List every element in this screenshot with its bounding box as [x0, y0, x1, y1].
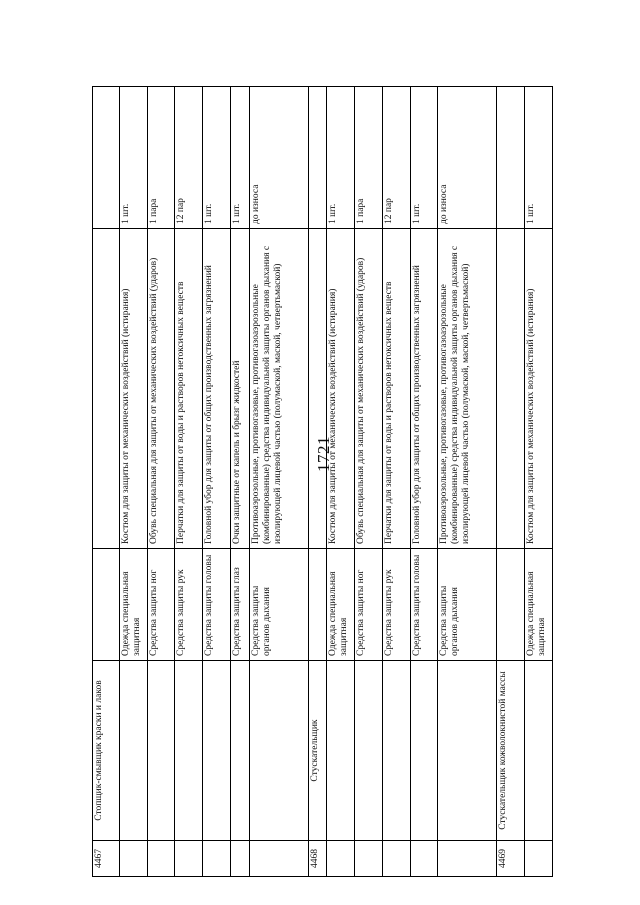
issue-norm: до износа — [438, 87, 497, 229]
table-row — [250, 87, 309, 877]
profession-name — [438, 661, 497, 841]
ppe-type: Одежда специальная защитная — [327, 549, 355, 661]
ppe-type — [93, 549, 120, 661]
ppe-description: Перчатки для защиты от воды и растворов нетоксичных веществ — [175, 229, 203, 549]
ppe-description — [93, 229, 120, 549]
profession-name — [382, 661, 410, 841]
ppe-description — [497, 229, 525, 549]
ppe-type: Средства защиты ног — [147, 549, 175, 661]
ppe-type — [497, 549, 525, 661]
row-number — [382, 841, 410, 877]
row-number — [119, 841, 147, 877]
issue-norm — [497, 87, 525, 229]
table-row — [410, 87, 438, 877]
table-row — [355, 87, 383, 877]
issue-norm: 1 шт. — [203, 87, 231, 229]
issue-norm: до износа — [250, 87, 309, 229]
row-number — [410, 841, 438, 877]
ppe-description: Обувь специальная для защиты от механических воздействий (ударов) — [147, 229, 175, 549]
table-row — [497, 87, 525, 877]
ppe-type — [309, 549, 327, 661]
row-number — [327, 841, 355, 877]
ppe-description: Костюм для защиты от механических воздействий (истирания) — [327, 229, 355, 549]
profession-name — [410, 661, 438, 841]
profession-name: Стопщик-смывщик краски и лаков — [93, 661, 120, 841]
ppe-description: Очки защитные от капель и брызг жидкостей — [230, 229, 249, 549]
row-number — [250, 841, 309, 877]
table-row — [382, 87, 410, 877]
table-row — [203, 87, 231, 877]
table-row — [119, 87, 147, 877]
ppe-description: Костюм для защиты от механических воздействий (истирания) — [119, 229, 147, 549]
row-number — [525, 841, 553, 877]
profession-name: Стускательщик — [309, 661, 327, 841]
row-number — [175, 841, 203, 877]
issue-norm: 1 шт. — [119, 87, 147, 229]
ppe-type: Средства защиты рук — [175, 549, 203, 661]
profession-name — [525, 661, 553, 841]
table-row — [230, 87, 249, 877]
ppe-description: Противоаэрозольные, противогазовые, противогазоаэрозольные (комбинированные) средства индивидуальной защиты органов дыхания с изолирующей лицевой частью (полумаской, маской, четвертьмаской) — [438, 229, 497, 549]
issue-norm: 1 шт. — [327, 87, 355, 229]
profession-name — [119, 661, 147, 841]
ppe-type: Средства защиты органов дыхания — [250, 549, 309, 661]
issue-norm — [309, 87, 327, 229]
issue-norm: 12 пар — [382, 87, 410, 229]
row-number: 4469 — [497, 841, 525, 877]
rotated-table-wrapper — [92, 87, 553, 877]
issue-norm: 1 шт. — [525, 87, 553, 229]
issue-norm: 1 шт. — [230, 87, 249, 229]
profession-name — [230, 661, 249, 841]
ppe-description: Противоаэрозольные, противогазовые, противогазоаэрозольные (комбинированные) средства индивидуальной защиты органов дыхания с изолирующей лицевой частью (полумаской, маской, четвертьмаской) — [250, 229, 309, 549]
profession-name — [203, 661, 231, 841]
row-number: 4468 — [309, 841, 327, 877]
ppe-description — [309, 229, 327, 549]
ppe-norms-table — [92, 86, 553, 877]
table-row — [175, 87, 203, 877]
ppe-type: Средства защиты глаз — [230, 549, 249, 661]
ppe-type: Одежда специальная защитная — [119, 549, 147, 661]
page-number: 1721 — [314, 436, 333, 472]
ppe-type: Одежда специальная защитная — [525, 549, 553, 661]
row-number — [147, 841, 175, 877]
ppe-type: Средства защиты ног — [355, 549, 383, 661]
ppe-type: Средства защиты головы — [410, 549, 438, 661]
profession-name: Стускательщик кожволокнистой массы — [497, 661, 525, 841]
issue-norm: 12 пар — [175, 87, 203, 229]
row-number — [355, 841, 383, 877]
issue-norm: 1 пара — [147, 87, 175, 229]
table-row — [147, 87, 175, 877]
issue-norm: 1 шт. — [410, 87, 438, 229]
ppe-description: Головной убор для защиты от общих производственных загрязнений — [410, 229, 438, 549]
ppe-description: Костюм для защиты от механических воздействий (истирания) — [525, 229, 553, 549]
row-number — [230, 841, 249, 877]
table-row — [525, 87, 553, 877]
row-number — [203, 841, 231, 877]
profession-name — [250, 661, 309, 841]
profession-name — [147, 661, 175, 841]
profession-name — [355, 661, 383, 841]
table-row — [309, 87, 327, 877]
row-number — [438, 841, 497, 877]
ppe-type: Средства защиты головы — [203, 549, 231, 661]
profession-name — [327, 661, 355, 841]
issue-norm: 1 пара — [355, 87, 383, 229]
ppe-type: Средства защиты органов дыхания — [438, 549, 497, 661]
ppe-type: Средства защиты рук — [382, 549, 410, 661]
table-row — [93, 87, 120, 877]
table-row — [327, 87, 355, 877]
table-row — [438, 87, 497, 877]
issue-norm — [93, 87, 120, 229]
row-number: 4467 — [93, 841, 120, 877]
ppe-description: Обувь специальная для защиты от механических воздействий (ударов) — [355, 229, 383, 549]
ppe-description: Головной убор для защиты от общих производственных загрязнений — [203, 229, 231, 549]
profession-name — [175, 661, 203, 841]
ppe-description: Перчатки для защиты от воды и растворов нетоксичных веществ — [382, 229, 410, 549]
